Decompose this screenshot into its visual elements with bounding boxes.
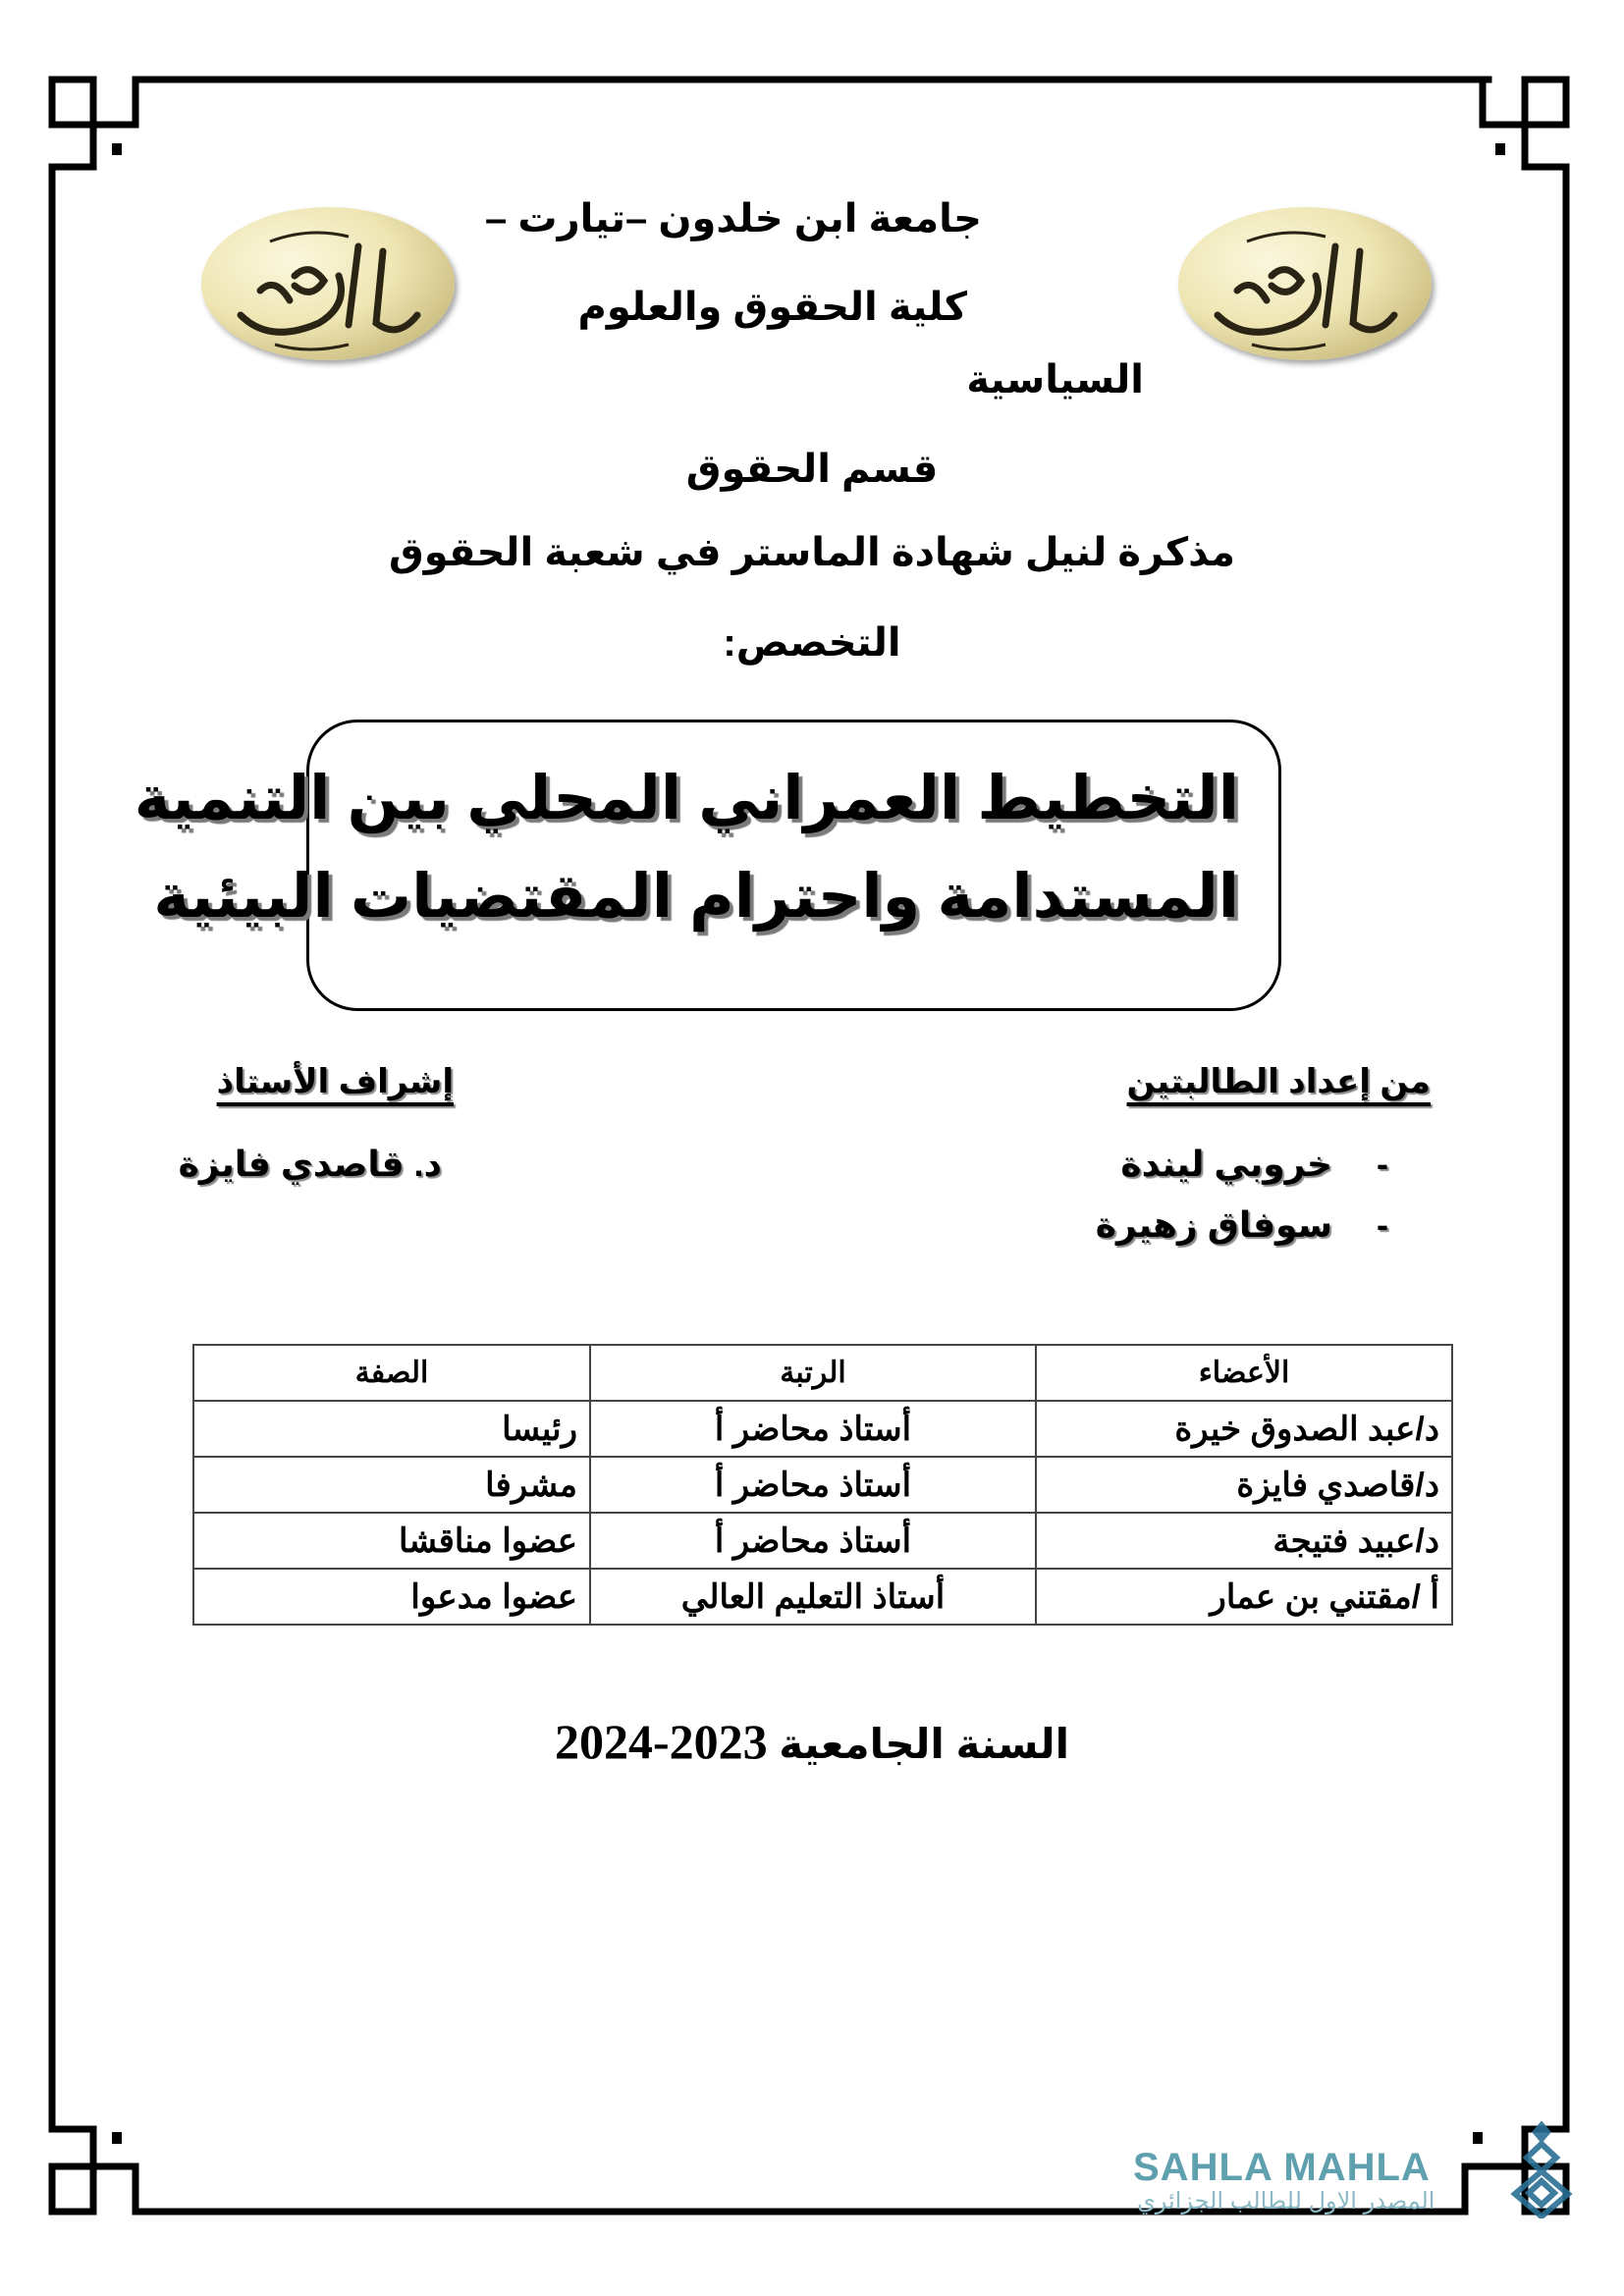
supervisor-heading: إشراف الأستاذ <box>216 1063 454 1100</box>
academic-year-label: السنة الجامعية <box>779 1721 1070 1767</box>
faculty-name-line1: كلية الحقوق والعلوم <box>577 286 967 329</box>
member-rank: أستاذ محاضر أ <box>590 1457 1036 1513</box>
student-bullet-1: - <box>1377 1144 1388 1184</box>
member-rank: أستاذ محاضر أ <box>590 1513 1036 1569</box>
academic-year-value: 2024-2023 <box>554 1714 768 1769</box>
university-logo-left <box>201 207 455 360</box>
department-name: قسم الحقوق <box>685 448 939 491</box>
calligraphy-emblem-icon <box>201 207 455 360</box>
committee-header-row <box>193 1345 1452 1401</box>
header-rank: الرتبة <box>590 1345 1036 1401</box>
member-name: د/عبيد فتيجة <box>1036 1513 1452 1569</box>
thesis-title-line1: التخطيط العمراني المحلي بين التنمية <box>134 765 1239 832</box>
member-rank: أستاذ محاضر أ <box>590 1401 1036 1457</box>
header-members: الأعضاء <box>1036 1345 1452 1401</box>
watermark-brand: SAHLA MAHLA <box>1133 2146 1431 2189</box>
member-role: رئيسا <box>193 1401 590 1457</box>
watermark-logo-icon <box>1507 2120 1576 2218</box>
academic-year <box>0 1713 1624 1770</box>
committee-table <box>192 1344 1453 1626</box>
student-name-2: سوفاق زهيرة <box>1095 1204 1332 1245</box>
degree-statement: مذكرة لنيل شهادة الماستر في شعبة الحقوق <box>388 531 1236 574</box>
student-bullet-2: - <box>1377 1204 1388 1245</box>
specialty-label: التخصص: <box>723 621 901 665</box>
student-name-1: خروبي ليندة <box>1120 1144 1332 1184</box>
member-role: عضوا مدعوا <box>193 1569 590 1625</box>
table-row <box>193 1513 1452 1569</box>
member-name: د/عبد الصدوق خيرة <box>1036 1401 1452 1457</box>
table-row <box>193 1457 1452 1513</box>
students-heading: من إعداد الطالبتين <box>1126 1063 1431 1100</box>
member-name: أ /مقتني بن عمار <box>1036 1569 1452 1625</box>
university-name: جامعة ابن خلدون –تيارت – <box>485 197 982 240</box>
faculty-name-line2: السياسية <box>966 358 1144 401</box>
calligraphy-emblem-icon <box>1178 207 1432 360</box>
university-logo-right <box>1178 207 1432 360</box>
thesis-title-line2: المستدامة واحترام المقتضيات البيئية <box>153 863 1239 931</box>
supervisor-name: د. قاصدي فايزة <box>178 1144 442 1184</box>
table-row <box>193 1569 1452 1625</box>
member-name: د/قاصدي فايزة <box>1036 1457 1452 1513</box>
member-role: مشرفا <box>193 1457 590 1513</box>
watermark-tagline: المصدر الاول للطالب الجزائري <box>1137 2188 1435 2215</box>
member-rank: أستاذ التعليم العالي <box>590 1569 1036 1625</box>
header-role: الصفة <box>193 1345 590 1401</box>
table-row <box>193 1401 1452 1457</box>
thesis-title-box <box>134 720 1281 1011</box>
member-role: عضوا مناقشا <box>193 1513 590 1569</box>
